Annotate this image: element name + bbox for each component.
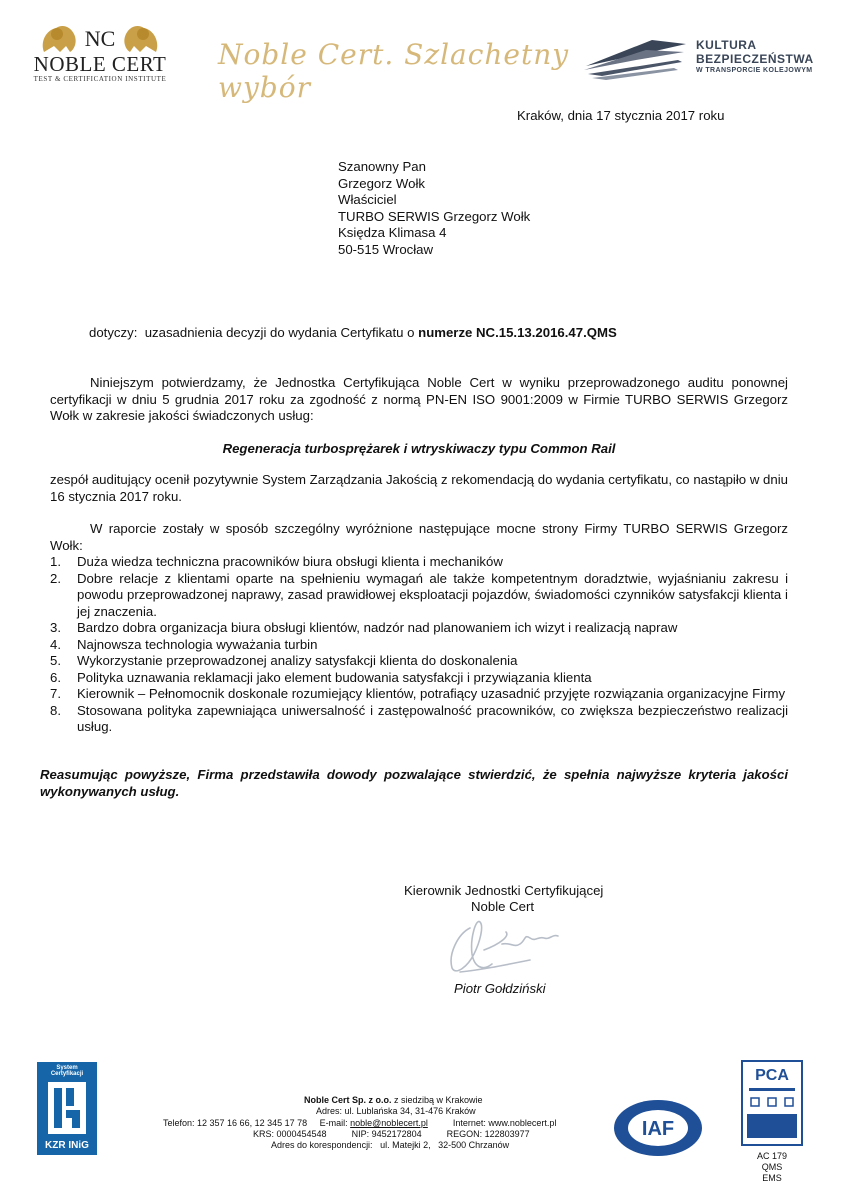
footer-address: Adres: ul. Lublańska 34, 31-476 Kraków (316, 1106, 476, 1116)
address-line: Szanowny Pan (338, 159, 426, 174)
kzr-name-label: KZR INiG (45, 1140, 89, 1151)
signatory-name: Piotr Gołdziński (454, 981, 546, 996)
list-item (50, 571, 788, 621)
iaf-logo-icon (612, 1098, 704, 1158)
svg-text:NC: NC (84, 26, 116, 51)
list-text: Dobre relacje z klientami oparte na spełnieniu wymagań ale także kompetentnym doradztwie, wyjaśnianiu zakresu i powodu przeprowadzonej naprawy, zasad prawidłowej eksploatacji pojazdów, świadomości czynników satysfakcji klienta i jej znaczenia. (77, 570, 788, 619)
list-number: 7. (50, 686, 61, 701)
list-number: 1. (50, 554, 61, 569)
list-text: Kierownik – Pełnomocnik doskonale rozumiejący klientów, potrafiący uzasadnić przyjęte rozwiązania organizacyjne Firmy (77, 686, 786, 701)
list-item (50, 686, 788, 703)
footer-company-name: Noble Cert Sp. z o.o. (304, 1095, 392, 1105)
kzr-inig-logo-icon (46, 1080, 88, 1136)
list-number: 4. (50, 636, 61, 652)
footer-company-seat: z siedzibą w Krakowie (391, 1095, 483, 1105)
motto: Noble Cert. Szlachetny wybór (218, 38, 570, 104)
signatory-organization: Noble Cert (471, 899, 535, 914)
list-number: 3. (50, 620, 61, 635)
pca-accreditation-logo-icon (741, 1060, 803, 1146)
pca-label: PCA (755, 1067, 789, 1084)
list-item (50, 554, 788, 571)
footer-email-link[interactable]: noble@noblecert.pl (350, 1118, 428, 1128)
address-line: Księdza Klimasa 4 (338, 225, 447, 240)
footer-phone: Telefon: 12 357 16 66, 12 345 17 78 E-mail: (163, 1118, 351, 1128)
subject-prefix: dotyczy: uzasadnienia decyzji do wydania Certyfikatu o (89, 325, 419, 340)
list-text: Stosowana polityka zapewniająca uniwersalność i zastępowalność pracowników, co zwiększa bezpieczeństwo realizacji usług. (77, 702, 788, 734)
footer-company (304, 1095, 483, 1106)
list-text: Duża wiedza techniczna pracowników biura obsługi klienta i mechaników (77, 554, 503, 569)
accreditation-code: AC 179 (756, 1151, 788, 1161)
subject-certificate-number: numerze NC.15.13.2016.47.QMS (418, 325, 617, 340)
list-item (50, 703, 788, 736)
strengths-list (50, 554, 788, 736)
address-line: Grzegorz Wołk (338, 175, 425, 191)
letter-date: Kraków, dnia 17 stycznia 2017 roku (517, 108, 725, 123)
safety-culture-line2: BEZPIECZEŃSTWA (696, 52, 814, 66)
list-item (50, 653, 788, 670)
paragraph-strengths-intro (50, 521, 788, 554)
list-number: 5. (50, 653, 61, 668)
kzr-system-label: System Certyfikacji (50, 1065, 84, 1077)
paragraph-confirmation (50, 375, 788, 425)
list-number: 8. (50, 702, 61, 718)
footer-contact (163, 1118, 556, 1129)
handwritten-signature-icon (440, 914, 570, 978)
footer-registry: KRS: 0000454548 NIP: 9452172804 REGON: 122803977 (253, 1129, 530, 1139)
safety-culture-line3: W TRANSPORCIE KOLEJOWYM (696, 67, 813, 74)
accreditation-code: EMS (762, 1173, 782, 1183)
list-text: Polityka uznawania reklamacji jako element budowania satysfakcji i przywiązania klienta (77, 669, 592, 685)
list-text: Wykorzystanie przeprowadzonej analizy satysfakcji klienta do doskonalenia (77, 653, 518, 668)
pca-accreditation-codes (741, 1151, 803, 1184)
list-item (50, 637, 788, 654)
paragraph-text: Niniejszym potwierdzamy, że Jednostka Certyfikująca Noble Cert w wyniku przeprowadzonego auditu ponownej certyfikacji w dniu 5 grudnia 2017 roku za zgodność z normą PN-EN ISO 9001:2009 w Firmie TURBO SERWIS Grzegorz Wołk w zakresie jakości świadczonych usług: (50, 375, 788, 423)
paragraph-text: W raporcie zostały w sposób szczególny wyróżnione następujące mocne strony Firmy TURBO SERWIS Grzegorz Wołk: (50, 521, 788, 553)
accreditation-code: QMS (761, 1162, 783, 1172)
list-item (50, 670, 788, 687)
subject-line (89, 325, 617, 342)
railway-safety-logo-icon (582, 30, 690, 86)
address-line: 50-515 Wrocław (338, 241, 434, 257)
paragraph-assessment: zespół auditujący ocenił pozytywnie System Zarządzania Jakością z rekomendacją do wydania certyfikatu, co nastąpiło w dniu 16 stycznia 2017 roku. (50, 472, 788, 504)
certified-service: Regeneracja turbosprężarek i wtryskiwaczy typu Common Rail (222, 441, 616, 456)
footer-website: Internet: www.noblecert.pl (427, 1118, 557, 1128)
address-line: TURBO SERWIS Grzegorz Wołk (338, 208, 531, 224)
list-number: 2. (50, 570, 61, 586)
footer-correspondence: Adres do korespondencji: ul. Matejki 2, 32-500 Chrzanów (271, 1140, 510, 1150)
brand-name: NOBLE CERT (33, 52, 167, 76)
summary-statement: Reasumując powyższe, Firma przedstawiła dowody pozwalające stwierdzić, że spełnia najwyższe kryteria jakości wykonywanych usług. (40, 767, 788, 799)
signatory-title: Kierownik Jednostki Certyfikującej (404, 883, 604, 898)
safety-culture-line1: KULTURA (696, 38, 757, 52)
list-number: 6. (50, 669, 61, 685)
list-item (50, 620, 788, 637)
list-text: Bardzo dobra organizacja biura obsługi klientów, nadzór nad planowaniem ich wizyt i realizacją napraw (77, 620, 678, 635)
list-text: Najnowsza technologia wyważania turbin (77, 636, 318, 652)
brand-subtitle: TEST & CERTIFICATION INSTITUTE (33, 75, 167, 83)
address-line: Właściciel (338, 192, 397, 207)
recipient-address (338, 159, 530, 258)
iaf-label: IAF (641, 1118, 675, 1140)
